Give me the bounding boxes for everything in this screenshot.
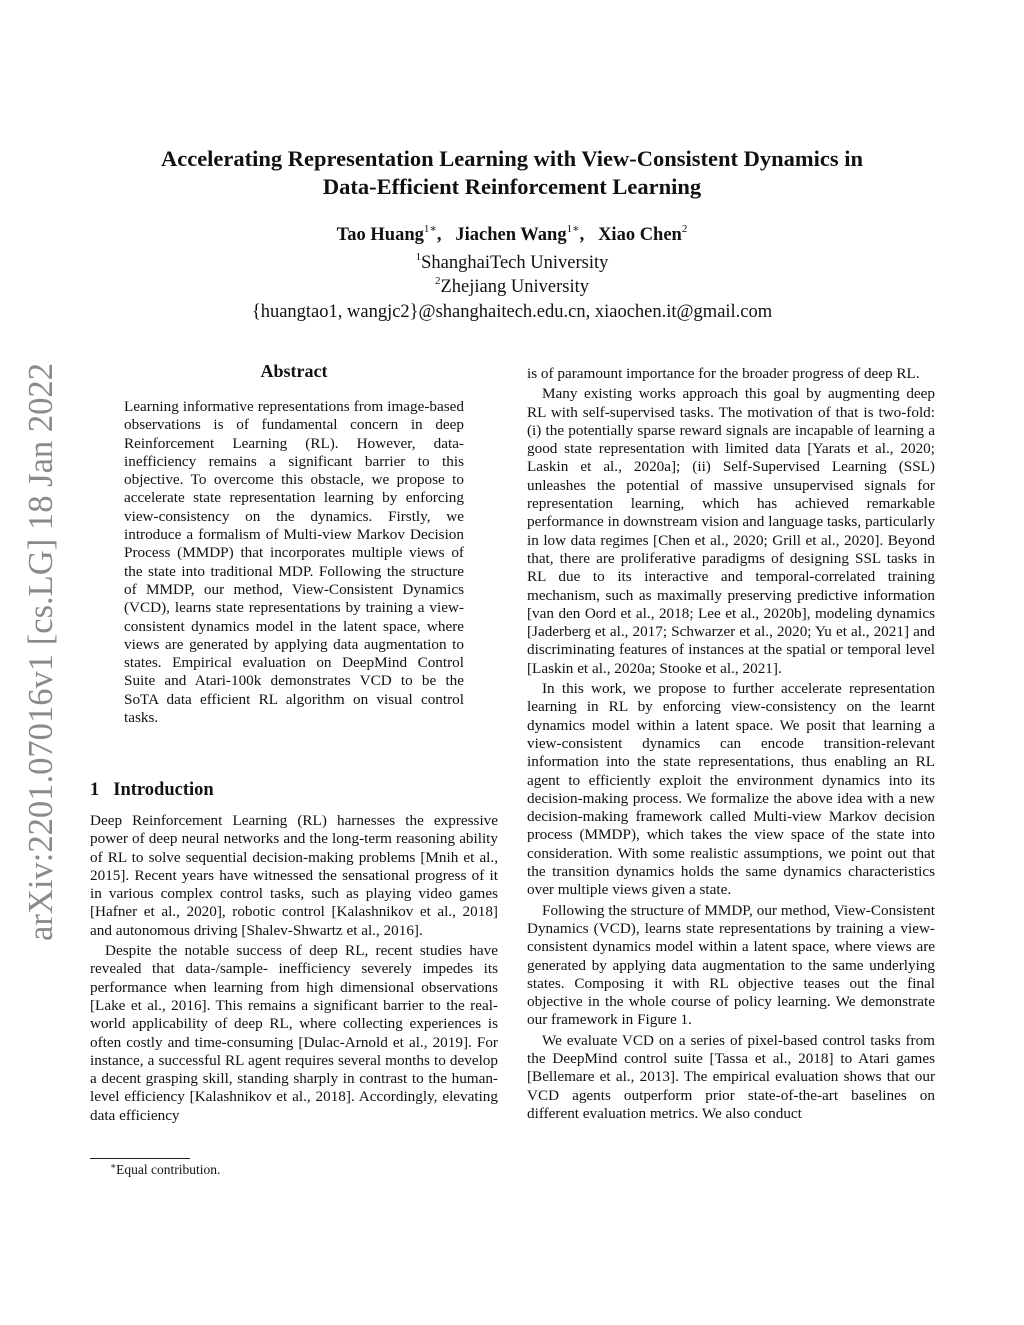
footnote (110, 1161, 220, 1178)
abstract-body: Learning informative representations from image-based observations is of fundamental concern in deep Reinforcement Learning (RL). However, data-inefficiency remains a significant barrier to this objective. To overcome this obstacle, we propose to accelerate state representation learning by enforcing view-consistency on the dynamics. Firstly, we introduce a formalism of Multi-view Markov Decision Process (MMDP) that incorporates multiple views of the state into traditional MDP. Following the structure of MMDP, our method, View-Consistent Dynamics (VCD), learns state representations by training a view-consistent dynamics model in the latent space, where views are generated by applying data augmentation to states. Empirical evaluation on DeepMind Control Suite and Atari-100k demonstrates VCD to be the SoTA data efficient RL algorithm on visual control tasks. (124, 398, 464, 727)
body-paragraph: Many existing works approach this goal by augmenting deep RL with self-supervised tasks. The motivation of that is two-fold: (i) the potentially sparse reward signals are incapable of learning a good state representation with limited data [Yarats et al., 2020; Laskin et al., 2020a]; (ii) Self-Supervised Learning (SSL) unleashes the potential of massive unsupervised signals for representation learning, which has achieved remarkable performance in downstream vision and language tasks, particularly in low data regimes [Chen et al., 2020; Grill et al., 2020]. Beyond that, there are proliferative paradigms of designing SSL tasks in RL due to its interactive and temporal-correlated training mechanism, such as maximally preserving predictive information [van den Oord et al., 2018; Lee et al., 2020b], modeling dynamics [Jaderberg et al., 2017; Schwarzer et al., 2020; Yu et al., 2021] and discriminating features of instances at the spatial or temporal level [Laskin et al., 2020a; Stooke et al., 2021]. (527, 385, 935, 677)
affiliation-1 (80, 251, 944, 274)
section-title: Introduction (113, 780, 214, 800)
affiliation-mark: 2 (435, 275, 441, 287)
arxiv-identifier (8, 362, 72, 942)
intro-paragraph: Deep Reinforcement Learning (RL) harnesses the expressive power of deep neural networks and the long-term reasoning ability of RL to solve sequential decision-making problems [Mnih et al., 2015]. Recent years have witnessed the sensational progress of it in various complex control tasks, such as playing video games [Hafner et al., 2020], robotic control [Kalashnikov et al., 2018] and autonomous driving [Shalev-Shwartz et al., 2016]. (90, 812, 498, 939)
affiliation-2 (80, 275, 944, 298)
author-name: Tao Huang (336, 225, 424, 245)
title-line-2: Data-Efficient Reinforcement Learning (322, 174, 702, 199)
body-paragraph: We evaluate VCD on a series of pixel-based control tasks from the DeepMind control suite [Tassa et al., 2018] to Atari games [Bellemare et al., 2013]. The empirical evaluation shows that our VCD agents outperform prior state-of-the-art baselines on different evaluation metrics. We also conduct (527, 1031, 935, 1122)
arxiv-id-text: arXiv:2201.07016v1 [cs.LG] 18 Jan 2022 (21, 362, 60, 941)
abstract-heading: Abstract (260, 361, 328, 381)
section-number: 1 (90, 780, 100, 800)
section-heading-introduction (90, 780, 214, 801)
introduction-left-column (90, 812, 498, 1125)
author-list: Tao Huang$^{1∗}$, Jiachen Wang$^{1∗}$, Xiao Chen$^2$ (336, 223, 688, 245)
affiliation-name: ShanghaiTech University (421, 253, 609, 273)
body-paragraph: Following the structure of MMDP, our method, View-Consistent Dynamics (VCD), learns state representations by training a view-consistent dynamics model within a latent space, where views are generated by applying data augmentation to the same underlying states. Composing it with RL objective teases out the final objective in the whole course of policy learning. We demonstrate our framework in Figure 1. (527, 901, 935, 1029)
author-emails: {huangtao1, wangjc2}@shanghaitech.edu.cn, xiaochen.it@gmail.com (251, 302, 773, 322)
author-name: Jiachen Wang (455, 225, 567, 245)
author-name: Xiao Chen (598, 225, 682, 245)
paper-title (80, 145, 944, 201)
footnote-text: Equal contribution. (116, 1162, 221, 1177)
right-column (527, 365, 935, 1123)
body-paragraph: In this work, we propose to further accelerate representation learning in RL by enforcing view-consistency on the learnt dynamics model within a latent space. We posit that learning a view-consistent dynamics can encode transition-relevant information into the state representations, thus enabling an RL agent to efficiently exploit the environment dynamics into its decision-making process. We formalize the above idea with a new decision-making framework called Multi-view Markov decision process (MMDP), which takes the view space of the state into consideration. With some realistic assumptions, we point out that the transition dynamics holds the same dynamics characteristics over multiple views given a state. (527, 680, 935, 899)
body-paragraph: is of paramount importance for the broader progress of deep RL. (527, 365, 920, 382)
author-mark: 1∗ (566, 223, 580, 235)
author-mark: 2 (681, 223, 688, 235)
intro-paragraph: Despite the notable success of deep RL, recent studies have revealed that data-/sample- inefficiency severely impedes its performance when learning from high dimensional observations [Lake et al., 2016]. This remains a significant barrier to the real-world applicability of deep RL, where collecting experiences is often costly and time-consuming [Dulac-Arnold et al., 2019]. For instance, a successful RL agent requires several months to develop a decent grasping skill, standing sharply in contrast to the human-level efficiency [Kalashnikov et al., 2018]. Accordingly, elevating data efficiency (90, 942, 498, 1124)
footnote-rule (90, 1158, 190, 1159)
author-mark: 1∗ (423, 223, 437, 235)
affiliation-name: Zhejiang University (440, 277, 589, 297)
title-line-1: Accelerating Representation Learning with View-Consistent Dynamics in (160, 146, 864, 171)
footnote-mark: ∗ (110, 1161, 117, 1171)
affiliation-mark: 1 (415, 251, 422, 263)
